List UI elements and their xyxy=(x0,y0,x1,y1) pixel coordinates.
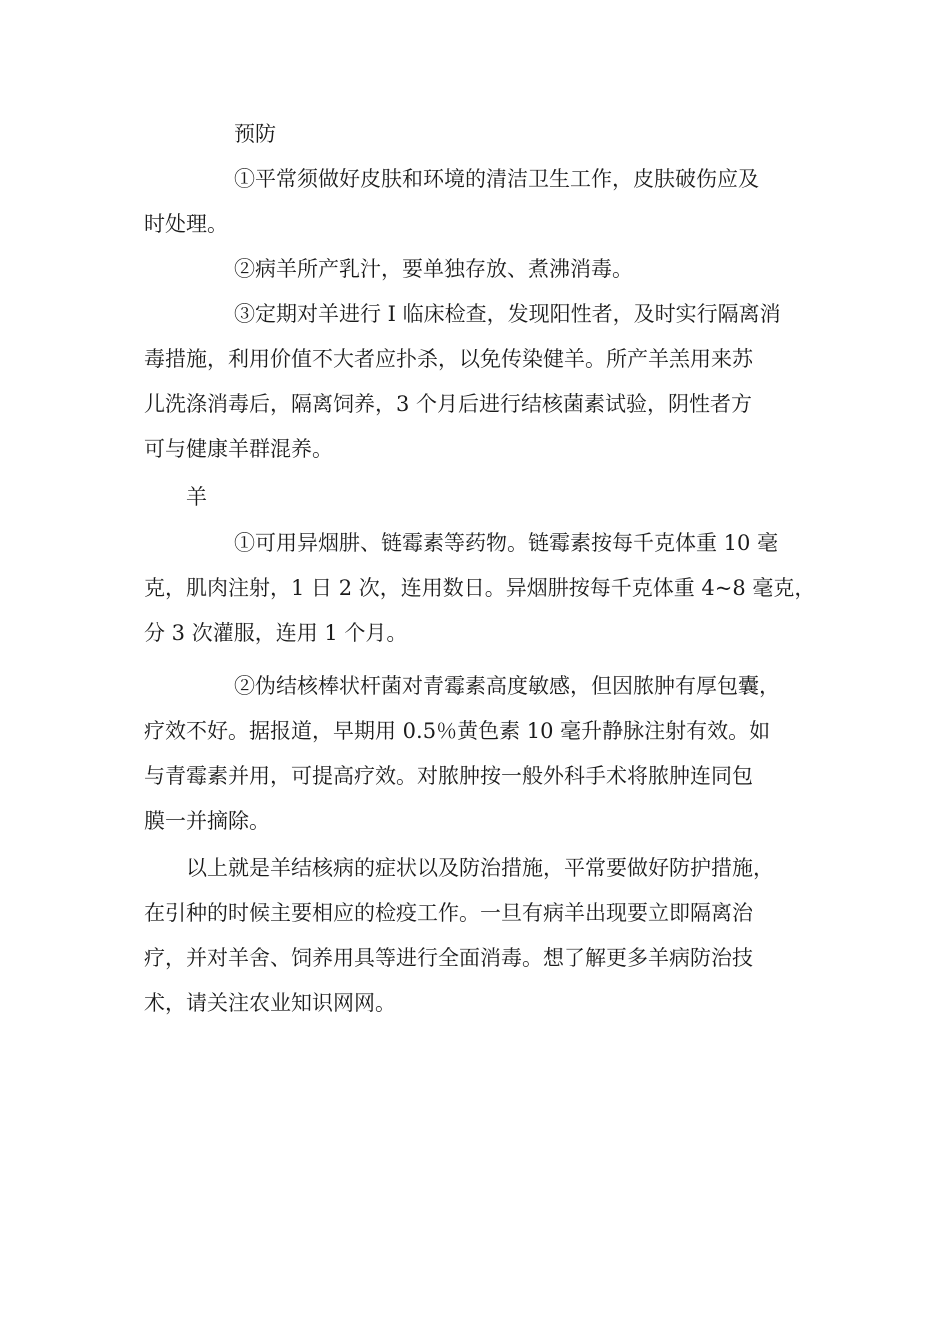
paragraph-line: ①平常须做好皮肤和环境的清洁卫生工作，皮肤破伤应及 xyxy=(234,167,759,191)
paragraph-line: 疗效不好。据报道，早期用 0.5％黄色素 10 毫升静脉注射有效。如 xyxy=(144,719,771,743)
paragraph-line: ①可用异烟肼、链霉素等药物。链霉素按每千克体重 10 毫 xyxy=(234,531,779,555)
paragraph-line: 疗，并对羊舍、饲养用具等进行全面消毒。想了解更多羊病防治技 xyxy=(144,946,753,970)
paragraph-line: 以上就是羊结核病的症状以及防治措施，平常要做好防护措施， xyxy=(186,856,774,880)
paragraph-line: 分 3 次灌服，连用 1 个月。 xyxy=(144,621,408,645)
heading-prevention-text: 预防 xyxy=(234,122,276,146)
paragraph-line: ③定期对羊进行 I 临床检查，发现阳性者，及时实行隔离消 xyxy=(234,302,781,326)
treatment-item-1 xyxy=(144,521,824,656)
heading-prevention xyxy=(144,112,824,157)
paragraph-line: 膜一并摘除。 xyxy=(144,809,270,833)
paragraph-line: 儿洗涤消毒后，隔离饲养，3 个月后进行结核菌素试验，阴性者方 xyxy=(144,392,753,416)
conclusion-paragraph xyxy=(144,846,824,1026)
paragraph-line: 克，肌肉注射，1 日 2 次，连用数日。异烟肼按每千克体重 4~8 毫克， xyxy=(144,576,816,600)
paragraph-line: 与青霉素并用，可提高疗效。对脓肿按一般外科手术将脓肿连同包 xyxy=(144,764,753,788)
heading-sheep xyxy=(144,475,824,520)
paragraph-line: 时处理。 xyxy=(144,212,228,236)
paragraph-line: 在引种的时候主要相应的检疫工作。一旦有病羊出现要立即隔离治 xyxy=(144,901,753,925)
prevention-item-1 xyxy=(144,157,824,247)
treatment-item-2 xyxy=(144,664,824,844)
prevention-item-3 xyxy=(144,292,824,472)
paragraph-line: 术，请关注农业知识网网。 xyxy=(144,991,396,1015)
heading-sheep-text: 羊 xyxy=(186,485,207,509)
paragraph-line: ②伪结核棒状杆菌对青霉素高度敏感，但因脓肿有厚包囊， xyxy=(234,674,780,698)
paragraph-line: 可与健康羊群混养。 xyxy=(144,437,333,461)
paragraph-line: 毒措施，利用价值不大者应扑杀，以免传染健羊。所产羊羔用来苏 xyxy=(144,347,753,371)
prevention-item-2 xyxy=(144,247,824,292)
paragraph-line: ②病羊所产乳汁，要单独存放、煮沸消毒。 xyxy=(234,257,633,281)
